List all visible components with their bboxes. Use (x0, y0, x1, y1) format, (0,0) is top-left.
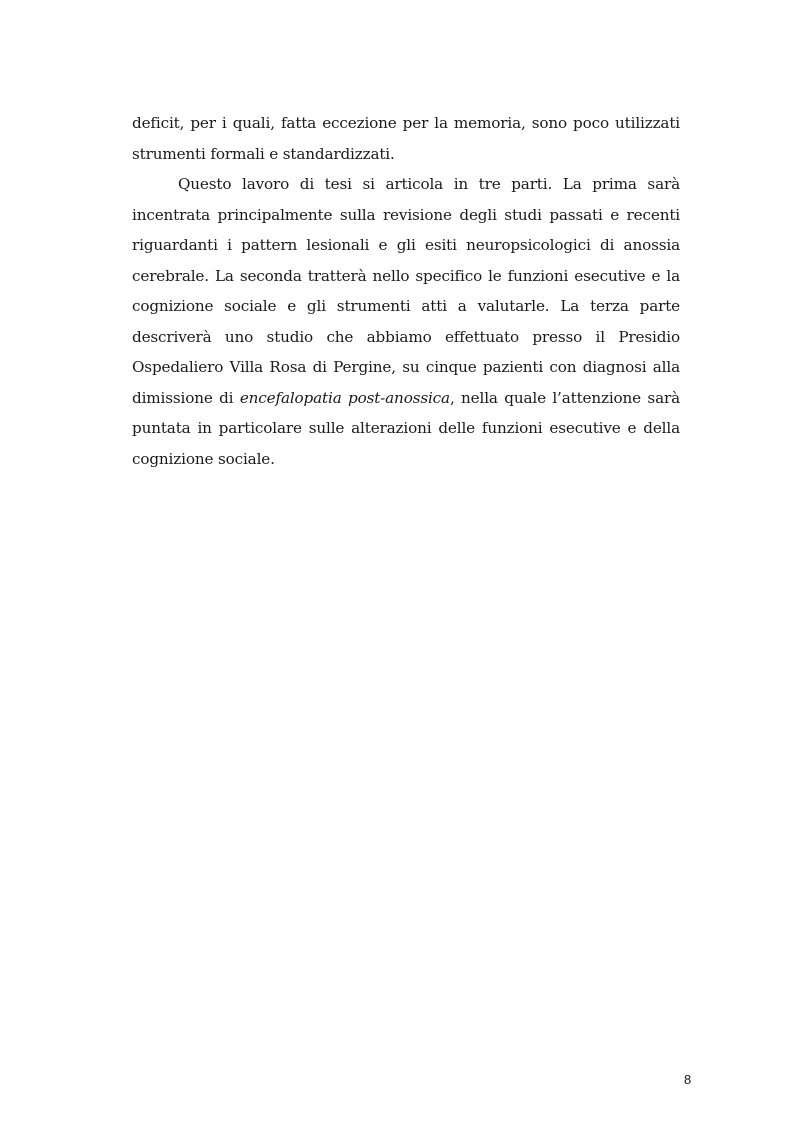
body-text (132, 108, 680, 474)
paragraph-text-part-1: Questo lavoro di tesi si articola in tre parti. La prima sarà incentrata principalmente sulla revisione degli studi passati e recenti riguardanti i pattern lesionali e gli esiti neuropsicologici di anossia cerebrale. La seconda tratterà nello specifico le funzioni esecutive e la cognizione sociale e gli strumenti atti a valutarle. La terza parte descriverà uno studio che abbiamo effettuato presso il Presidio Ospedaliero Villa Rosa di Pergine, su cinque pazienti con diagnosi alla dimissione di (132, 175, 680, 407)
paragraph-continuation: deficit, per i quali, fatta eccezione per la memoria, sono poco utilizzati strumenti formali e standardizzati. (132, 114, 680, 163)
italic-term: encefalopatia post-anossica (239, 388, 450, 407)
page-number: 8 (684, 1072, 692, 1087)
paragraph-thesis-outline (132, 169, 680, 474)
paragraph-text-part-2: , nella quale l’attenzione sarà puntata in particolare sulle alterazioni delle funzioni esecutive e della cognizione sociale. (132, 388, 680, 468)
